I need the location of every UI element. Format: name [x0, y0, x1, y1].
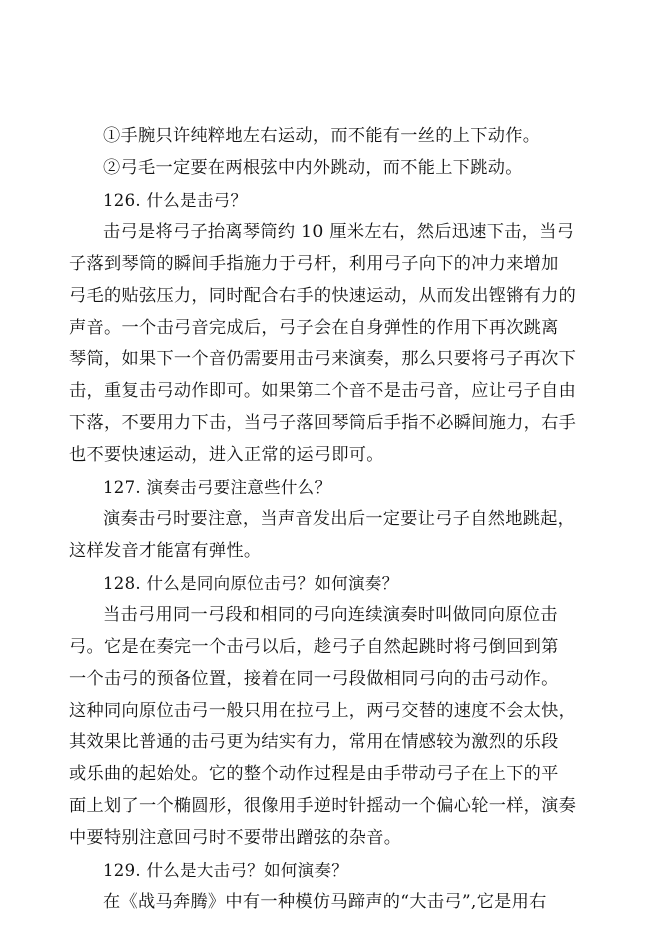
- paragraph-line: 这样发音才能富有弹性。: [69, 540, 262, 561]
- list-item: ②弓毛一定要在两根弦中内外跳动，而不能上下跳动。: [103, 157, 523, 178]
- paragraph-line: 在《战马奔腾》中有一种模仿马蹄声的“大击弓”,它是用右: [103, 892, 547, 912]
- paragraph-line: 弓。它是在奏完一个击弓以后，趁弓子自然起跳时将弓倒回到第: [69, 636, 559, 657]
- paragraph-line: 中要特别注意回弓时不要带出蹭弦的杂音。: [69, 828, 402, 849]
- paragraph-line: 下落，不要用力下击，当弓子落回琴筒后手指不必瞬间施力，右手: [69, 413, 577, 434]
- paragraph-line: 一个击弓的预备位置，接着在同一弓段做相同弓向的击弓动作。: [69, 668, 559, 689]
- section-heading: 127. 演奏击弓要注意些什么？: [103, 478, 332, 498]
- paragraph-line: 当击弓用同一弓段和相同的弓向连续演奏时叫做同向原位击: [103, 604, 558, 625]
- paragraph-line: 声音。一个击弓音完成后，弓子会在自身弹性的作用下再次跳离: [69, 317, 559, 338]
- paragraph-line: 弓毛的贴弦压力，同时配合右手的快速运动，从而发出铿锵有力的: [69, 285, 577, 306]
- section-heading: 129. 什么是大击弓？如何演奏？: [103, 861, 349, 881]
- paragraph-line: 子落到琴筒的瞬间手指施力于弓杆，利用弓子向下的冲力来增加: [69, 253, 559, 274]
- paragraph-line: 面上划了一个椭圆形，很像用手逆时针摇动一个偏心轮一样，演奏: [69, 796, 577, 817]
- paragraph-line: 或乐曲的起始处。它的整个动作过程是由手带动弓子在上下的平: [69, 764, 559, 785]
- section-heading: 126. 什么是击弓？: [103, 190, 248, 210]
- paragraph-line: 演奏击弓时要注意，当声音发出后一定要让弓子自然地跳起，: [103, 509, 576, 529]
- paragraph-line: 击弓是将弓子抬离琴筒约 10 厘米左右，然后迅速下击，当弓: [103, 221, 575, 242]
- paragraph-line: 这种同向原位击弓一般只用在拉弓上，两弓交替的速度不会太快，: [69, 700, 577, 721]
- paragraph-line: 琴筒，如果下一个音仍需要用击弓来演奏，那么只要将弓子再次下: [69, 349, 577, 370]
- paragraph-line: 击，重复击弓动作即可。如果第二个音不是击弓音，应让弓子自由: [69, 381, 577, 402]
- paragraph-line: 也不要快速运动，进入正常的运弓即可。: [69, 445, 384, 466]
- paragraph-line: 其效果比普通的击弓更为结实有力，常用在情感较为激烈的乐段: [69, 732, 559, 753]
- section-heading: 128. 什么是同向原位击弓？如何演奏？: [103, 573, 399, 593]
- list-item: ①手腕只许纯粹地左右运动，而不能有一丝的上下动作。: [103, 126, 541, 146]
